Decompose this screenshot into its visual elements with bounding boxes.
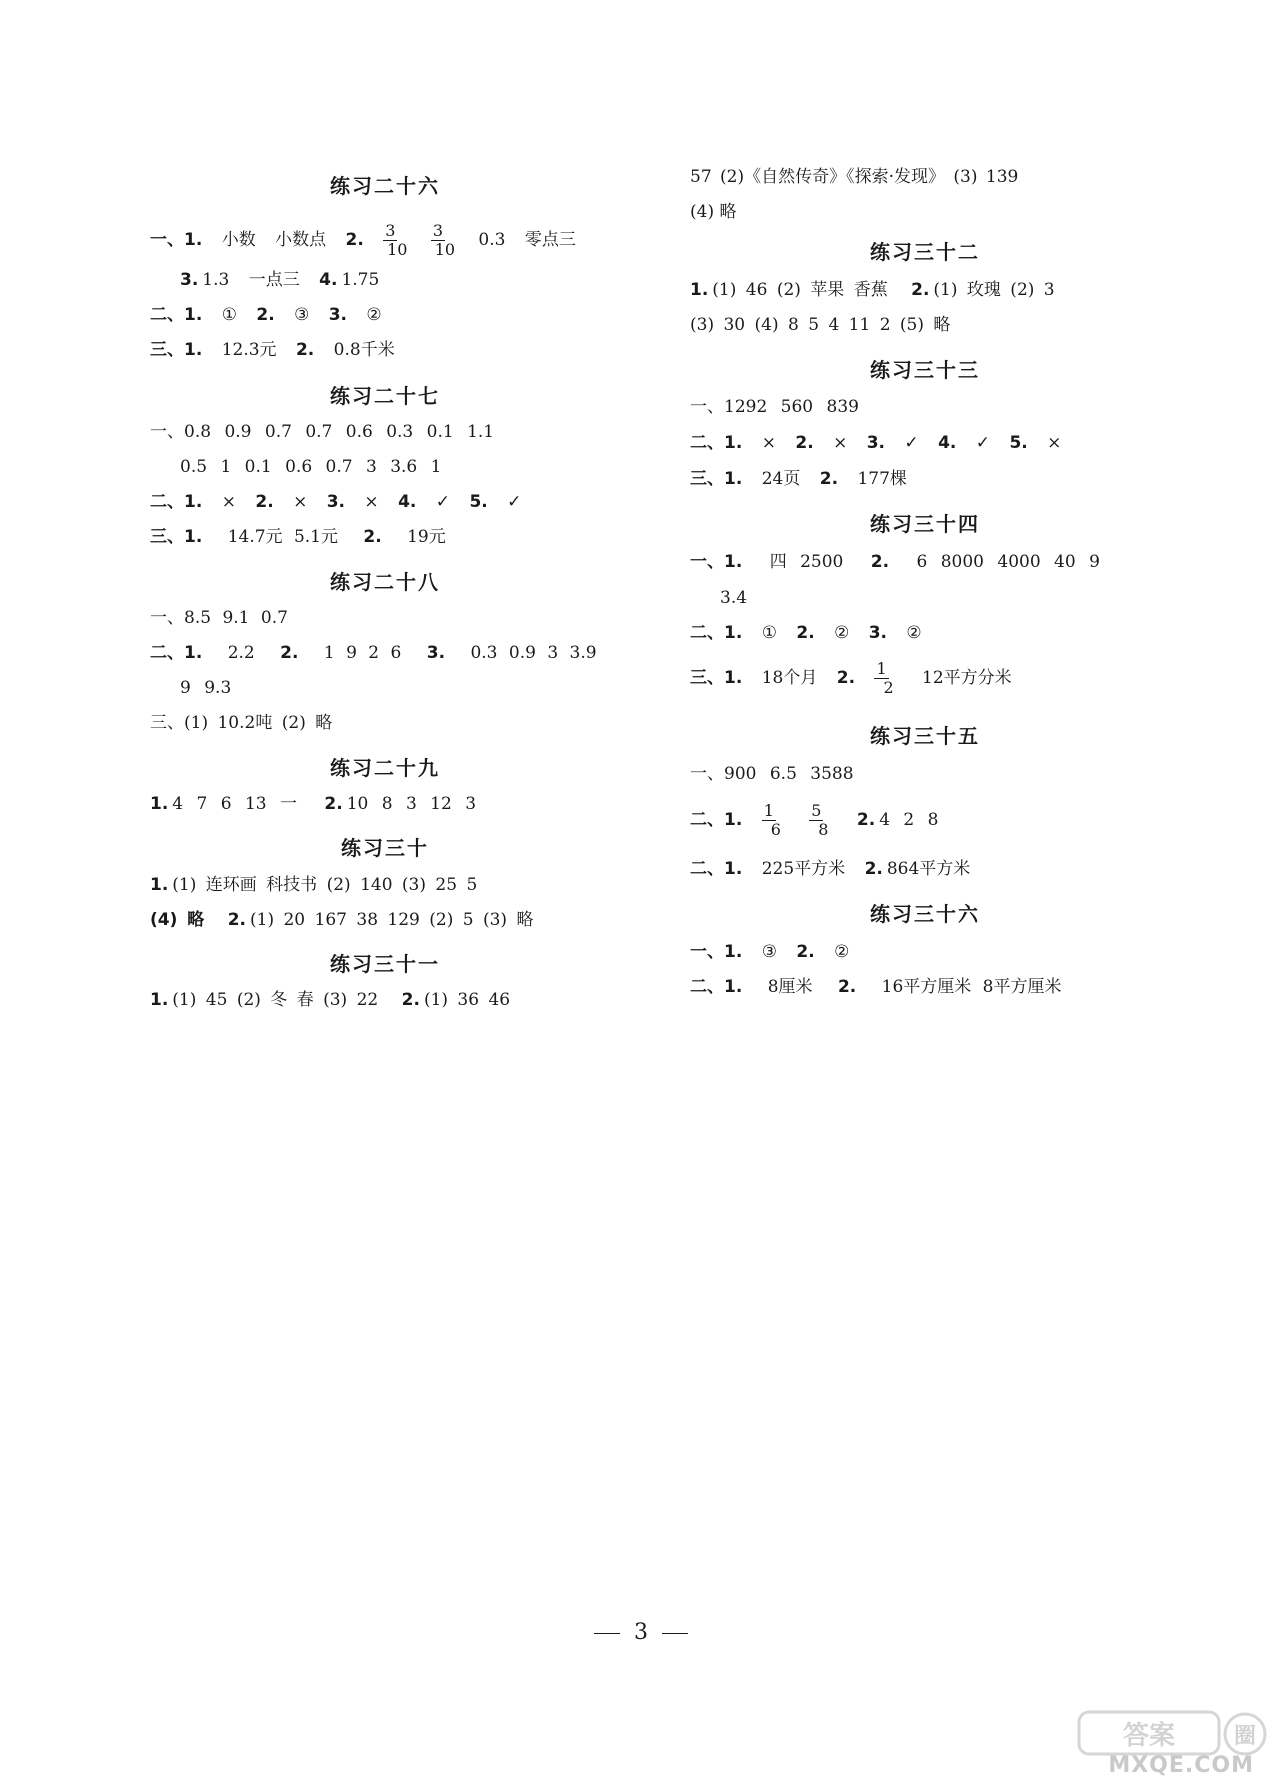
fraction: $\frac{3}{10}$	[385, 221, 408, 259]
section-title-28: 练习二十八	[330, 570, 440, 594]
answer-line: 1. 4 7 6 13 一 2. 10 8 3 12 3	[150, 794, 477, 814]
answer-line: 3.4	[720, 588, 748, 608]
answer-line: 二、1. 2.2 2. 1 9 2 6 3. 0.3 0.9 3 3.9	[150, 643, 597, 663]
answer-line: 二、1. $\frac{1}{6}$ $\frac{5}{8}$ 2. 4 2 8	[690, 801, 939, 839]
section-title-36: 练习三十六	[870, 902, 980, 926]
section-title-27: 练习二十七	[330, 384, 440, 408]
answer-line: 三、1. 24页 2. 177棵	[690, 469, 907, 489]
answer-line: 9 9.3	[180, 678, 232, 698]
answer-line: 二、1. × 2. × 3. × 4. ✓ 5. ✓	[150, 492, 522, 512]
answer-line: 三、(1) 10.2吨 (2) 略	[150, 713, 333, 733]
section-title-26: 练习二十六	[330, 174, 440, 198]
answer-line: 三、1. 18个月 2. $\frac{1}{2}$ 12平方分米	[690, 659, 1012, 697]
answer-line: 二、1. ① 2. ③ 3. ②	[150, 305, 382, 325]
answer-line: 一、900 6.5 3588	[690, 764, 854, 784]
answer-line: 二、1. 8厘米 2. 16平方厘米 8平方厘米	[690, 977, 1062, 997]
answer-line: 三、1. 14.7元 5.1元 2. 19元	[150, 527, 446, 547]
section-title-35: 练习三十五	[870, 724, 980, 748]
fraction: $\frac{1}{2}$	[876, 659, 894, 697]
answer-line: 二、1. ① 2. ② 3. ②	[690, 623, 922, 643]
watermark-logo	[1067, 1704, 1272, 1784]
answer-line: 一、1. 四 2500 2. 6 8000 4000 40 9	[690, 552, 1100, 572]
answer-line: (4) 略 2. (1) 20 167 38 129 (2) 5 (3) 略	[150, 910, 534, 930]
answer-line: 1. (1) 连环画 科技书 (2) 140 (3) 25 5	[150, 875, 478, 895]
section-title-29: 练习二十九	[330, 756, 440, 780]
section-title-31: 练习三十一	[330, 952, 440, 976]
section-title-32: 练习三十二	[870, 240, 980, 264]
section-title-33: 练习三十三	[870, 358, 980, 382]
answer-line: (3) 30 (4) 8 5 4 11 2 (5) 略	[690, 315, 951, 335]
answer-line: 三、1. 12.3元 2. 0.8千米	[150, 340, 395, 360]
watermark-text: MXQE.COM	[1108, 1753, 1254, 1778]
svg-text:答案: 答案	[1122, 1721, 1176, 1751]
answer-line: 一、1292 560 839	[690, 397, 859, 417]
section-title-30: 练习三十	[341, 836, 429, 860]
answer-line: 1. (1) 45 (2) 冬 春 (3) 22 2. (1) 36 46	[150, 990, 511, 1010]
answer-line: 一、1. ③ 2. ②	[690, 942, 850, 962]
section-title-34: 练习三十四	[870, 512, 980, 536]
answer-line: 二、1. 225平方米 2. 864平方米	[690, 859, 971, 879]
answer-line: (4) 略	[690, 202, 737, 222]
answer-line: 1. (1) 46 (2) 苹果 香蕉 2. (1) 玫瑰 (2) 3	[690, 280, 1055, 300]
answer-line: 3. 1.3 一点三 4. 1.75	[180, 270, 380, 290]
answer-line: 57 (2)《自然传奇》《探索·发现》 (3) 139	[690, 167, 1019, 187]
fraction: $\frac{3}{10}$	[432, 221, 456, 259]
page-number: 3	[0, 1620, 1282, 1645]
answer-line: 一、1. 小数 小数点 2. $\frac{3}{10}$ $\frac{3}{10}$ 0.3 零点三	[150, 221, 576, 259]
answer-line: 0.5 1 0.1 0.6 0.7 3 3.6 1	[180, 457, 442, 477]
fraction: $\frac{5}{8}$	[811, 801, 829, 839]
answer-line: 一、0.8 0.9 0.7 0.7 0.6 0.3 0.1 1.1	[150, 422, 495, 442]
fraction: $\frac{1}{6}$	[763, 801, 781, 839]
answer-line: 二、1. × 2. × 3. ✓ 4. ✓ 5. ×	[690, 433, 1062, 453]
answer-line: 一、8.5 9.1 0.7	[150, 608, 288, 628]
svg-text:圈: 圈	[1233, 1724, 1257, 1749]
